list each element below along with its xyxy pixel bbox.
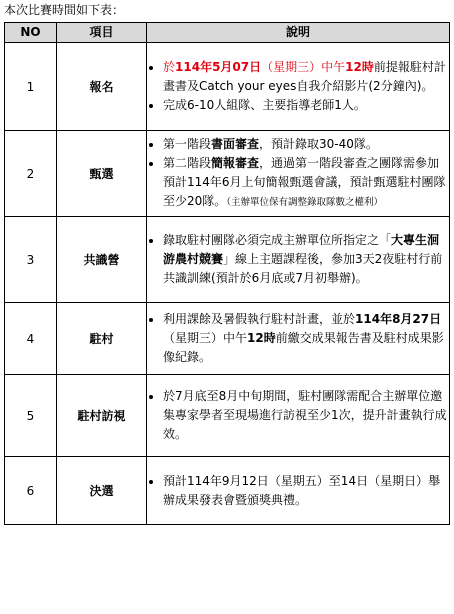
text-segment: 」線上主題課程後，參加3天2夜駐村行前共識訓練(預計於6月底或7月初舉辦)。: [163, 252, 443, 285]
schedule-table: [4, 22, 450, 525]
text-segment: 第一階段: [163, 137, 212, 151]
row-number: 6: [5, 457, 57, 525]
text-segment: 預計114年9月12日（星期五）至14日（星期日）舉辦成果發表會暨頒獎典禮。: [163, 473, 441, 507]
text-segment: 於7月底至8月中旬期間，駐村團隊需配合主辦單位邀集專家學者至現場進行訪視至少1次，提升計畫執行成效。: [163, 389, 447, 441]
row-item: 甄選: [57, 131, 147, 217]
row-description: [147, 217, 450, 303]
text-segment: （星期三）中午: [163, 331, 248, 345]
bullet-item: [163, 154, 449, 212]
bullet-item: [163, 310, 449, 367]
text-segment: 前繳交成果報告書及駐村成果影像紀錄。: [163, 331, 444, 364]
row-description: [147, 457, 450, 525]
row-number: 3: [5, 217, 57, 303]
row-number: 4: [5, 303, 57, 375]
text-segment: 於: [163, 60, 176, 74]
text-segment: 第二階段: [163, 156, 212, 170]
row-item: 駐村訪視: [57, 375, 147, 457]
row-number: 2: [5, 131, 57, 217]
bullet-list: [147, 472, 449, 510]
row-number: 5: [5, 375, 57, 457]
table-row: [5, 375, 450, 457]
header-no: NO: [5, 23, 57, 43]
intro-text: 本次比賽時間如下表：: [4, 3, 125, 17]
text-segment: ，通過第一階段審查之團隊需參加預計114年6月上旬簡報甄選會議，預計甄選駐村團隊至少20隊。: [163, 156, 446, 208]
row-description: [147, 375, 450, 457]
table-header-row: [5, 23, 450, 43]
text-segment: 大專生洄游農村競賽: [163, 233, 440, 266]
header-description: 說明: [147, 23, 450, 43]
bullet-item: [163, 231, 449, 288]
bullet-list: [147, 387, 449, 444]
header-item: 項目: [57, 23, 147, 43]
table-row: [5, 43, 450, 131]
table-row: [5, 457, 450, 525]
text-segment: 114年8月27日: [355, 312, 442, 326]
bullet-item: [163, 472, 449, 510]
text-segment: 錄取駐村團隊必須完成主辦單位所指定之「: [163, 233, 392, 247]
text-segment: 完成6-10人組隊、主要指導老師1人。: [163, 98, 366, 112]
row-item: 駐村: [57, 303, 147, 375]
text-segment: ，預計錄取30-40隊。: [259, 137, 378, 151]
text-segment: （主辦單位保有調整錄取隊數之權利）: [226, 197, 384, 208]
text-segment: 簡報審查: [211, 156, 260, 170]
text-segment: 前提報駐村計畫書及Catch your eyes自我介紹影片(2分鐘內)。: [163, 60, 446, 93]
bullet-item: [163, 387, 449, 444]
row-item: 決選: [57, 457, 147, 525]
text-segment: 書面審查: [211, 137, 260, 151]
text-segment: 利用課餘及暑假執行駐村計畫，並於: [163, 312, 356, 326]
row-number: 1: [5, 43, 57, 131]
bullet-list: [147, 58, 449, 115]
text-segment: 114年5月07日: [175, 60, 262, 74]
row-description: [147, 131, 450, 217]
text-segment: 12時: [345, 60, 374, 74]
text-segment: （星期三）中午: [261, 60, 346, 74]
bullet-list: [147, 135, 449, 212]
table-row: [5, 303, 450, 375]
row-description: [147, 43, 450, 131]
bullet-item: [163, 58, 449, 96]
bullet-item: [163, 135, 449, 154]
table-row: [5, 131, 450, 217]
bullet-item: [163, 96, 449, 115]
bullet-list: [147, 310, 449, 367]
row-description: [147, 303, 450, 375]
table-row: [5, 217, 450, 303]
text-segment: 12時: [247, 331, 276, 345]
row-item: 報名: [57, 43, 147, 131]
row-item: 共識營: [57, 217, 147, 303]
bullet-list: [147, 231, 449, 288]
